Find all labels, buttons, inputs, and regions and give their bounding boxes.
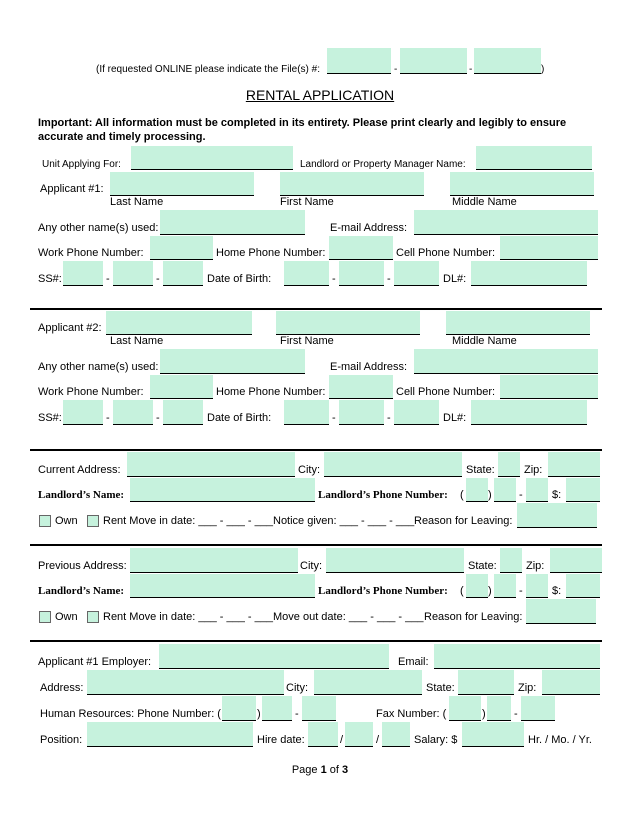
applicant1-first-caption: First Name [280,196,334,208]
dollar-label: $: [552,489,562,501]
applicant1-work-phone-field[interactable] [150,236,213,260]
applicant1-other-names-field[interactable] [160,210,305,235]
dash: - [387,412,391,424]
applicant2-first-name-field[interactable] [276,311,420,335]
employer-state-field[interactable] [458,670,514,695]
applicant1-ss-field-2[interactable] [113,261,153,286]
applicant2-ss-field-2[interactable] [113,400,153,425]
applicant1-middle-caption: Middle Name [452,196,517,208]
unit-applying-label: Unit Applying For: [42,159,121,170]
position-label: Position: [40,734,83,746]
current-rent-move-label: Rent Move in date: ___ - ___ - ___ [103,515,273,527]
file-close-paren: ) [541,64,545,75]
file-number-field-1[interactable] [327,48,391,74]
employer-zip-field[interactable] [542,670,600,695]
applicant1-ss-label: SS#: [38,273,62,285]
current-landlord-name-label: Landlord’s Name: [38,489,125,501]
applicant2-ss-label: SS#: [38,412,62,424]
applicant2-dob-field-3[interactable] [394,400,439,425]
current-landlord-phone-prefix-field[interactable] [494,478,516,502]
applicant1-ss-field-3[interactable] [163,261,203,286]
slash: / [376,734,380,746]
previous-own-label: Own [55,611,78,623]
previous-landlord-name-label: Landlord’s Name: [38,585,125,597]
applicant1-dl-label: DL#: [443,273,467,285]
dash: - [519,489,523,501]
hr-phone-label: Human Resources: Phone Number: ( [40,708,221,720]
applicant1-last-name-field[interactable] [110,172,254,196]
applicant2-email-label: E-mail Address: [330,361,408,373]
applicant2-dob-field-1[interactable] [284,400,329,425]
previous-city-field[interactable] [326,548,464,573]
employer-label: Applicant #1 Employer: [38,656,152,668]
applicant2-other-names-field[interactable] [160,349,305,374]
employer-address-field[interactable] [87,670,284,695]
applicant2-dl-label: DL#: [443,412,467,424]
applicant1-home-phone-field[interactable] [329,236,393,260]
landlord-manager-label: Landlord or Property Manager Name: [300,159,466,170]
employer-zip-label: Zip: [518,682,537,694]
page-current: 1 [320,764,327,776]
employer-address-label: Address: [40,682,84,694]
employer-state-label: State: [426,682,455,694]
fax-line-field[interactable] [521,696,555,721]
applicant1-dob-field-2[interactable] [339,261,384,286]
previous-rent-move-label: Rent Move in date: ___ - ___ - ___ [103,611,273,623]
paren: ) [482,708,486,720]
current-rent-amount-field[interactable] [566,478,600,502]
fax-area-field[interactable] [449,696,481,721]
dash: - [332,273,336,285]
applicant1-cell-phone-label: Cell Phone Number: [396,247,496,259]
landlord-phone-text: Landlord’s Phone Number: [318,489,448,501]
fax-label: Fax Number: ( [376,708,447,720]
previous-state-field[interactable] [500,548,522,573]
applicant1-cell-phone-field[interactable] [500,236,598,260]
applicant2-cell-phone-field[interactable] [500,375,598,399]
paren: ( [460,489,464,501]
applicant2-cell-phone-label: Cell Phone Number: [396,386,496,398]
applicant1-email-field[interactable] [414,210,598,235]
current-landlord-phone-line-field[interactable] [526,478,548,502]
page-total: 3 [342,764,349,776]
previous-rent-checkbox[interactable] [87,611,99,623]
previous-city-label: City: [300,560,322,572]
applicant2-email-field[interactable] [414,349,598,374]
applicant2-work-phone-label: Work Phone Number: [38,386,144,398]
salary-field[interactable] [462,722,524,747]
applicant2-last-caption: Last Name [110,335,164,347]
current-reason-field[interactable] [517,503,597,528]
hr-phone-line-field[interactable] [302,696,336,721]
dash: - [156,273,160,285]
employer-city-label: City: [286,682,308,694]
section-divider [30,544,602,546]
page-number [0,764,640,776]
employer-city-field[interactable] [314,670,422,695]
previous-reason-field[interactable] [526,599,596,624]
file-number-field-2[interactable] [400,48,467,74]
paren: ) [257,708,261,720]
previous-state-label: State: [468,560,497,572]
salary-label: Salary: $ [414,734,458,746]
hr-phone-prefix-field[interactable] [262,696,292,721]
paren: ) [488,585,492,597]
applicant1-dl-field[interactable] [471,261,587,286]
previous-own-checkbox[interactable] [39,611,51,623]
paren: ( [460,585,464,597]
current-own-label: Own [55,515,78,527]
current-city-label: City: [298,464,320,476]
applicant1-work-phone-label: Work Phone Number: [38,247,144,259]
dollar-label: $: [552,585,562,597]
dash: - [106,412,110,424]
hire-date-year-field[interactable] [382,722,410,747]
unit-applying-field[interactable] [131,146,293,170]
employer-field[interactable] [159,644,389,669]
page-title: RENTAL APPLICATION [245,87,395,103]
applicant2-middle-caption: Middle Name [452,335,517,347]
applicant1-dob-label: Date of Birth: [207,273,272,285]
applicant2-home-phone-field[interactable] [329,375,393,399]
section-divider [30,449,602,451]
section-divider [30,640,602,642]
current-notice-label: Notice given: ___ - ___ - ___ [273,515,415,527]
current-city-field[interactable] [324,452,462,477]
page-of: of [326,764,343,776]
applicant2-dob-label: Date of Birth: [207,412,272,424]
dash: - [295,708,299,720]
fax-prefix-field[interactable] [487,696,511,721]
applicant1-label: Applicant #1: [40,183,104,195]
current-landlord-phone-area-field[interactable] [466,478,488,502]
applicant2-middle-name-field[interactable] [446,311,590,335]
applicant2-last-name-field[interactable] [106,311,252,335]
previous-rent-amount-field[interactable] [566,574,600,598]
applicant2-home-phone-label: Home Phone Number: [216,386,326,398]
applicant2-dl-field[interactable] [471,400,587,425]
applicant1-dob-field-3[interactable] [394,261,439,286]
current-state-label: State: [466,464,495,476]
applicant2-ss-field-1[interactable] [63,400,103,425]
applicant2-label: Applicant #2: [38,322,102,334]
applicant1-dob-field-1[interactable] [284,261,329,286]
current-address-label: Current Address: [38,464,121,476]
hr-phone-area-field[interactable] [222,696,256,721]
applicant1-ss-field-1[interactable] [63,261,103,286]
dash: - [519,585,523,597]
file-sep-2: - [469,64,473,75]
dash: - [514,708,518,720]
position-field[interactable] [87,722,253,747]
dash: - [106,273,110,285]
salary-period-label: Hr. / Mo. / Yr. [528,734,592,746]
current-zip-field[interactable] [548,452,600,477]
applicant2-ss-field-3[interactable] [163,400,203,425]
applicant2-dob-field-2[interactable] [339,400,384,425]
previous-reason-label: Reason for Leaving: [424,611,523,623]
current-reason-label: Reason for Leaving: [414,515,513,527]
applicant2-first-caption: First Name [280,335,334,347]
dash: - [332,412,336,424]
previous-landlord-phone-area-field[interactable] [466,574,488,598]
previous-landlord-name-field[interactable] [130,574,315,598]
applicant2-other-names-label: Any other name(s) used: [38,361,159,373]
applicant1-home-phone-label: Home Phone Number: [216,247,326,259]
applicant1-last-caption: Last Name [110,196,164,208]
previous-moveout-label: Move out date: ___ - ___ - ___ [273,611,424,623]
hire-date-month-field[interactable] [308,722,338,747]
current-address-field[interactable] [127,452,295,477]
current-zip-label: Zip: [524,464,543,476]
online-file-note: (If requested ONLINE please indicate the File(s) #: [96,64,320,75]
applicant1-middle-name-field[interactable] [450,172,594,196]
slash: / [340,734,344,746]
hire-date-day-field[interactable] [345,722,373,747]
previous-landlord-phone-prefix-field[interactable] [494,574,516,598]
current-rent-checkbox[interactable] [87,515,99,527]
current-own-checkbox[interactable] [39,515,51,527]
employer-email-label: Email: [398,656,429,668]
applicant2-work-phone-field[interactable] [150,375,213,399]
file-number-field-3[interactable] [474,48,541,74]
page-prefix: Page [291,764,321,776]
current-landlord-phone-label [318,489,448,502]
hire-date-label: Hire date: [257,734,305,746]
dash: - [156,412,160,424]
section-divider [30,308,602,310]
applicant1-first-name-field[interactable] [280,172,424,196]
file-sep-1: - [394,64,398,75]
previous-zip-label: Zip: [526,560,545,572]
previous-zip-field[interactable] [550,548,602,573]
dash: - [387,273,391,285]
applicant1-other-names-label: Any other name(s) used: [38,222,159,234]
landlord-manager-field[interactable] [476,146,592,170]
landlord-phone-text: Landlord’s Phone Number: [318,585,448,597]
employer-email-field[interactable] [434,644,600,669]
previous-landlord-phone-label [318,585,448,598]
important-notice: Important: All information must be completed in its entirety. Please print clearly and legibly to ensure accurate and timely processing. [38,117,567,143]
applicant1-email-label: E-mail Address: [330,222,408,234]
current-state-field[interactable] [498,452,520,477]
previous-address-field[interactable] [130,548,298,573]
previous-address-label: Previous Address: [38,560,127,572]
paren: ) [488,489,492,501]
previous-landlord-phone-line-field[interactable] [526,574,548,598]
current-landlord-name-field[interactable] [130,478,315,502]
